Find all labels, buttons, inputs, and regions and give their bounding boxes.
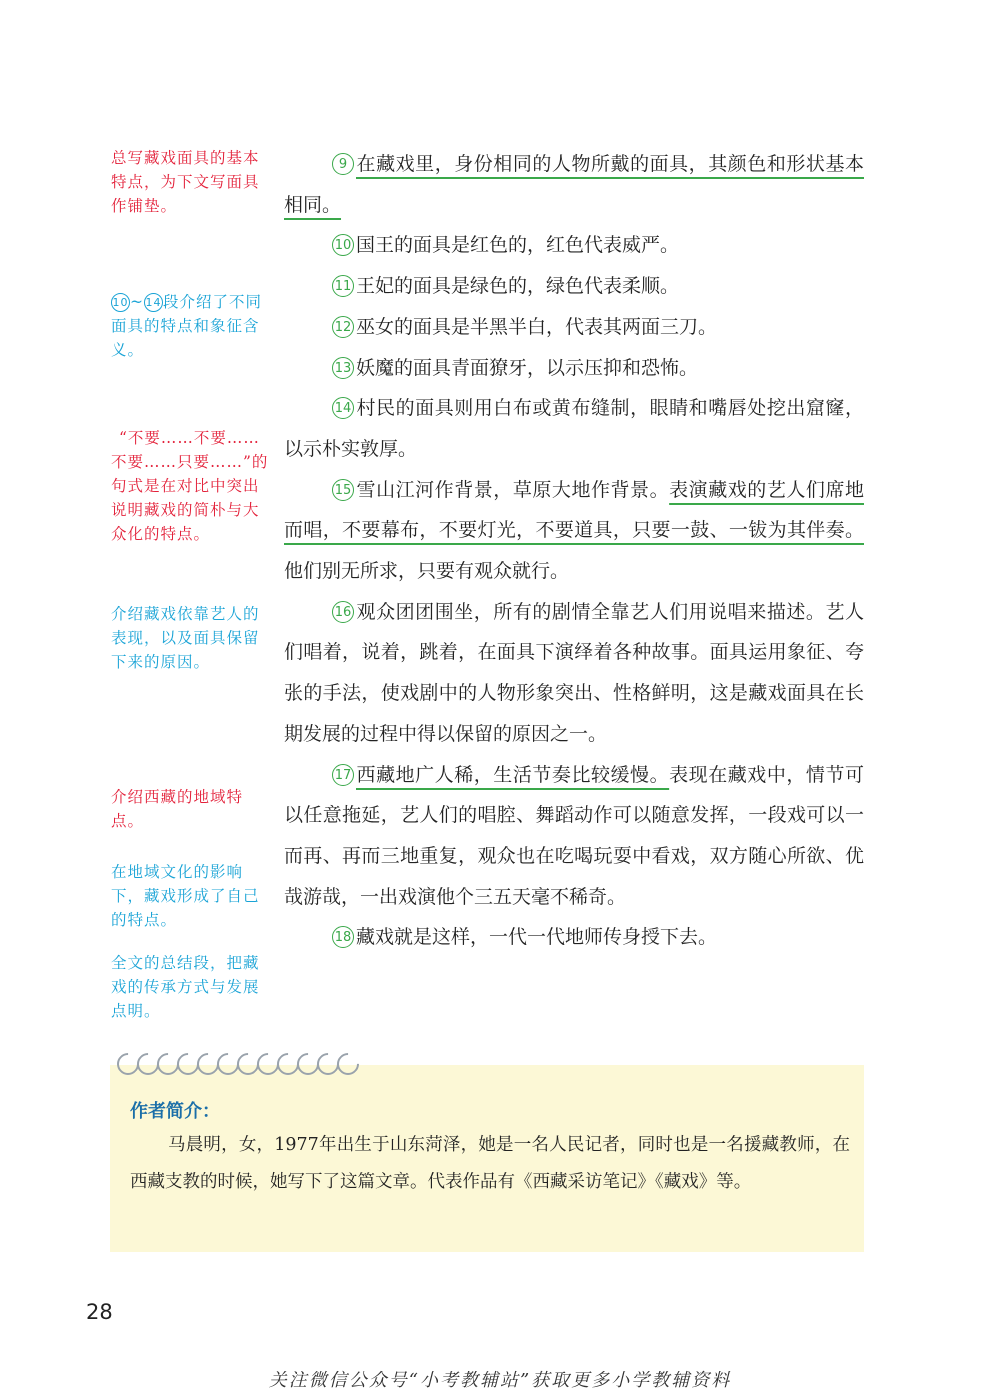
annotation-4: 介绍藏戏依靠艺人的表现，以及面具保留下来的原因。 bbox=[111, 605, 260, 671]
author-text bbox=[130, 1127, 850, 1201]
underlined-text: 在藏戏里，身份相同的人物所戴的面具，其颜色和形状基本相同。 bbox=[284, 153, 864, 216]
paragraph-text: 藏戏就是这样，一代一代地师传身授下去。 bbox=[356, 926, 718, 949]
paragraph-9 bbox=[284, 144, 864, 225]
underlined-text: 西藏地广人稀，生活节奏比较缓慢。 bbox=[356, 763, 670, 786]
main-text bbox=[284, 144, 864, 958]
annotation-1: 总写藏戏面具的基本特点，为下文写面具作铺垫。 bbox=[111, 149, 260, 215]
circled-number: 10 bbox=[111, 293, 130, 312]
paragraph-text: 国王的面具是红色的，红色代表威严。 bbox=[356, 234, 680, 257]
paragraph-text: 王妃的面具是绿色的，绿色代表柔顺。 bbox=[356, 275, 680, 298]
paragraph-11 bbox=[284, 266, 864, 307]
paragraph-17 bbox=[284, 755, 864, 918]
paragraph-text: 村民的面具则用白布或黄布缝制，眼睛和嘴唇处挖出窟窿，以示朴实敦厚。 bbox=[284, 397, 864, 460]
annotation-range-separator: ~ bbox=[130, 293, 144, 311]
circled-number: 14 bbox=[144, 293, 163, 312]
page-number: 28 bbox=[86, 1300, 113, 1324]
paragraph-number: 9 bbox=[332, 153, 354, 175]
annotation-2-text: 段介绍了不同面具的特点和象征含义。 bbox=[111, 293, 263, 359]
paragraph-15 bbox=[284, 470, 864, 592]
paragraph-14 bbox=[284, 388, 864, 469]
author-title: 作者简介： bbox=[130, 1101, 220, 1122]
paragraph-number: 12 bbox=[332, 316, 354, 338]
paragraph-number: 11 bbox=[332, 275, 354, 297]
paragraph-18 bbox=[284, 917, 864, 958]
footer-note: 关注微信公众号“小考教辅站”获取更多小学教辅资料 bbox=[268, 1370, 732, 1391]
annotation-2 bbox=[111, 290, 269, 362]
paragraph-text: 巫女的面具是半黑半白，代表其两面三刀。 bbox=[356, 315, 718, 338]
paragraph-10 bbox=[284, 225, 864, 266]
decorative-rings bbox=[117, 1053, 357, 1079]
paragraph-text: 他们别无所求，只要有观众就行。 bbox=[284, 560, 570, 583]
paragraph-text: 妖魔的面具青面獠牙，以示压抑和恐怖。 bbox=[356, 356, 699, 379]
paragraph-12 bbox=[284, 307, 864, 348]
paragraph-number: 15 bbox=[332, 479, 354, 501]
paragraph-16 bbox=[284, 592, 864, 755]
paragraph-number: 17 bbox=[332, 764, 354, 786]
author-paragraph: 马晨明，女，1977年出生于山东菏泽，她是一名人民记者，同时也是一名援藏教师，在西藏支教的时候，她写下了这篇文章。代表作品有《西藏采访笔记》《藏戏》等。 bbox=[130, 1135, 850, 1192]
paragraph-13 bbox=[284, 348, 864, 389]
paragraph-number: 13 bbox=[332, 357, 354, 379]
underlined-text: 表演藏戏的艺人们席地而唱，不要幕布，不要灯光，不要道具，只要一鼓、一钹为其伴奏。 bbox=[284, 478, 864, 542]
annotation-3: “不要……不要……不要……只要……”的句式是在对比中突出说明藏戏的简朴与大众化的特点。 bbox=[111, 429, 269, 543]
paragraph-number: 10 bbox=[332, 234, 354, 256]
paragraph-number: 18 bbox=[332, 926, 354, 948]
paragraph-number: 16 bbox=[332, 601, 354, 623]
paragraph-text: 观众团团围坐，所有的剧情全靠艺人们用说唱来描述。艺人们唱着，说着，跳着，在面具下演绎着各种故事。面具运用象征、夸张的手法，使戏剧中的人物形象突出、性格鲜明，这是藏戏面具在长期发展的过程中得以保留的原因之一。 bbox=[284, 600, 864, 745]
paragraph-text: 雪山江河作背景，草原大地作背景。 bbox=[356, 478, 670, 501]
paragraph-number: 14 bbox=[332, 397, 354, 419]
annotation-6: 在地域文化的影响下，藏戏形成了自己的特点。 bbox=[111, 863, 260, 929]
annotation-7: 全文的总结段，把藏戏的传承方式与发展点明。 bbox=[111, 954, 260, 1020]
paragraph-text: 表现在藏戏中，情节可以任意拖延，艺人们的唱腔、舞蹈动作可以随意发挥，一段戏可以一而再、再而三地重复，观众也在吃喝玩耍中看戏，双方随心所欲、优哉游哉，一出戏演他个三五天毫不稀奇。 bbox=[284, 763, 864, 908]
annotation-5: 介绍西藏的地域特点。 bbox=[111, 788, 244, 830]
